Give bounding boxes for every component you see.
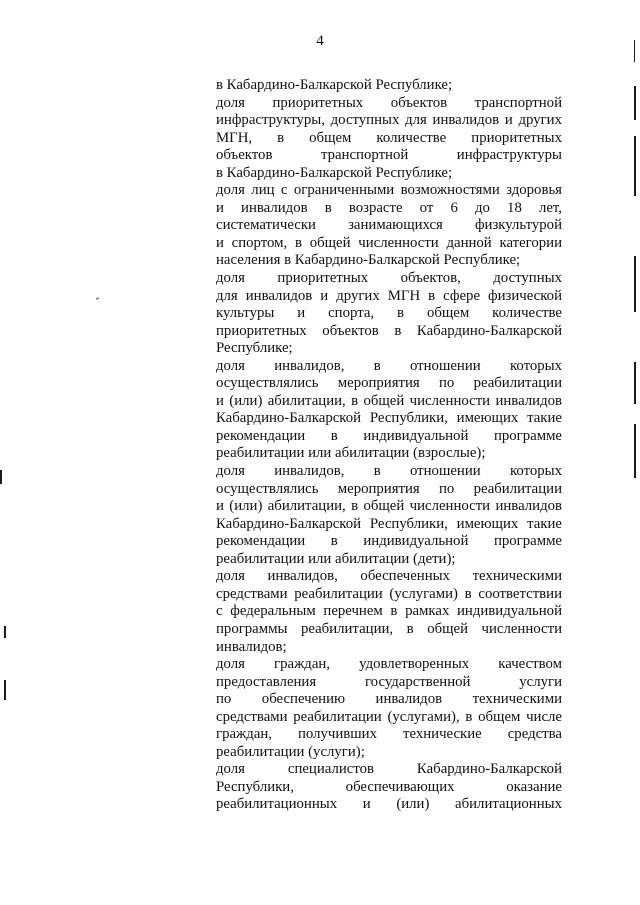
text-line: средствами реабилитации (услугами) в соответствии (216, 585, 562, 602)
text-line: систематически занимающихся физкультурой (216, 217, 562, 234)
text-line: осуществлялись мероприятия по реабилитации (216, 375, 562, 392)
text-line: рекомендации в индивидуальной программе (216, 533, 562, 550)
text-line: приоритетных объектов в Кабардино-Балкарской (216, 322, 562, 339)
text-line: инфраструктуры, доступных для инвалидов и других (216, 112, 562, 129)
scan-edge-mark (634, 256, 636, 312)
text-line: в Кабардино-Балкарской Республике; (216, 77, 453, 93)
text-line: реабилитации или абилитации (взрослые); (216, 445, 486, 462)
text-line: доля лиц с ограниченными возможностями здоровья (216, 182, 562, 199)
text-line: доля инвалидов, обеспеченных техническими (216, 568, 562, 585)
text-line: средствами реабилитации (услугами), в общем числе (216, 708, 562, 725)
scan-edge-mark (634, 362, 636, 404)
text-line: и спортом, в общей численности данной категории (216, 234, 562, 251)
text-line: доля граждан, удовлетворенных качеством (216, 656, 562, 673)
scan-edge-mark (4, 626, 6, 638)
text-line: доля приоритетных объектов транспортной (216, 94, 562, 111)
text-line: Кабардино-Балкарской Республики, имеющих такие (216, 410, 562, 427)
text-line: МГН, в общем количестве приоритетных (216, 129, 562, 146)
text-line: доля инвалидов, в отношении которых (216, 357, 562, 374)
text-line: и (или) абилитации, в общей численности инвалидов (216, 392, 562, 409)
text-line: объектов транспортной инфраструктуры (216, 147, 562, 164)
text-line: Кабардино-Балкарской Республики, имеющих такие (216, 515, 562, 532)
text-line: культуры и спорта, в общем количестве (216, 305, 562, 322)
text-line: программы реабилитации, в общей численности (216, 620, 562, 637)
text-line: Республике; (216, 340, 293, 357)
scan-edge-mark (0, 470, 2, 484)
text-line: осуществлялись мероприятия по реабилитации (216, 480, 562, 497)
text-line: населения в Кабардино-Балкарской Республике; (216, 252, 521, 269)
text-line: реабилитационных и (или) абилитационных (216, 796, 562, 813)
text-line: и инвалидов в возрасте от 6 до 18 лет, (216, 199, 562, 216)
text-line: реабилитации (услуги); (216, 743, 365, 760)
text-line: доля приоритетных объектов, доступных (216, 270, 562, 287)
text-line: доля специалистов Кабардино-Балкарской (216, 761, 562, 778)
text-line: доля инвалидов, в отношении которых (216, 463, 562, 480)
text-line: реабилитации или абилитации (дети); (216, 550, 456, 567)
scan-edge-mark (634, 86, 636, 120)
document-body-text (216, 77, 562, 814)
text-line: граждан, получивших технические средства (216, 726, 562, 743)
text-line: с федеральным перечнем в рамках индивидуальной (216, 603, 562, 620)
scan-edge-mark (634, 40, 635, 62)
text-line: Республики, обеспечивающих оказание (216, 778, 562, 795)
text-line: инвалидов; (216, 638, 287, 655)
page-number: 4 (316, 33, 324, 49)
scan-edge-mark (634, 136, 636, 196)
text-line: по обеспечению инвалидов техническими (216, 691, 562, 708)
text-line: в Кабардино-Балкарской Республике; (216, 164, 453, 181)
scan-edge-mark (4, 680, 6, 700)
text-line: и (или) абилитации, в общей численности инвалидов (216, 498, 562, 515)
text-line: рекомендации в индивидуальной программе (216, 427, 562, 444)
text-line: для инвалидов и других МГН в сфере физической (216, 287, 562, 304)
scan-edge-mark (634, 424, 636, 478)
text-line: предоставления государственной услуги (216, 673, 562, 690)
scan-speck (96, 297, 99, 300)
